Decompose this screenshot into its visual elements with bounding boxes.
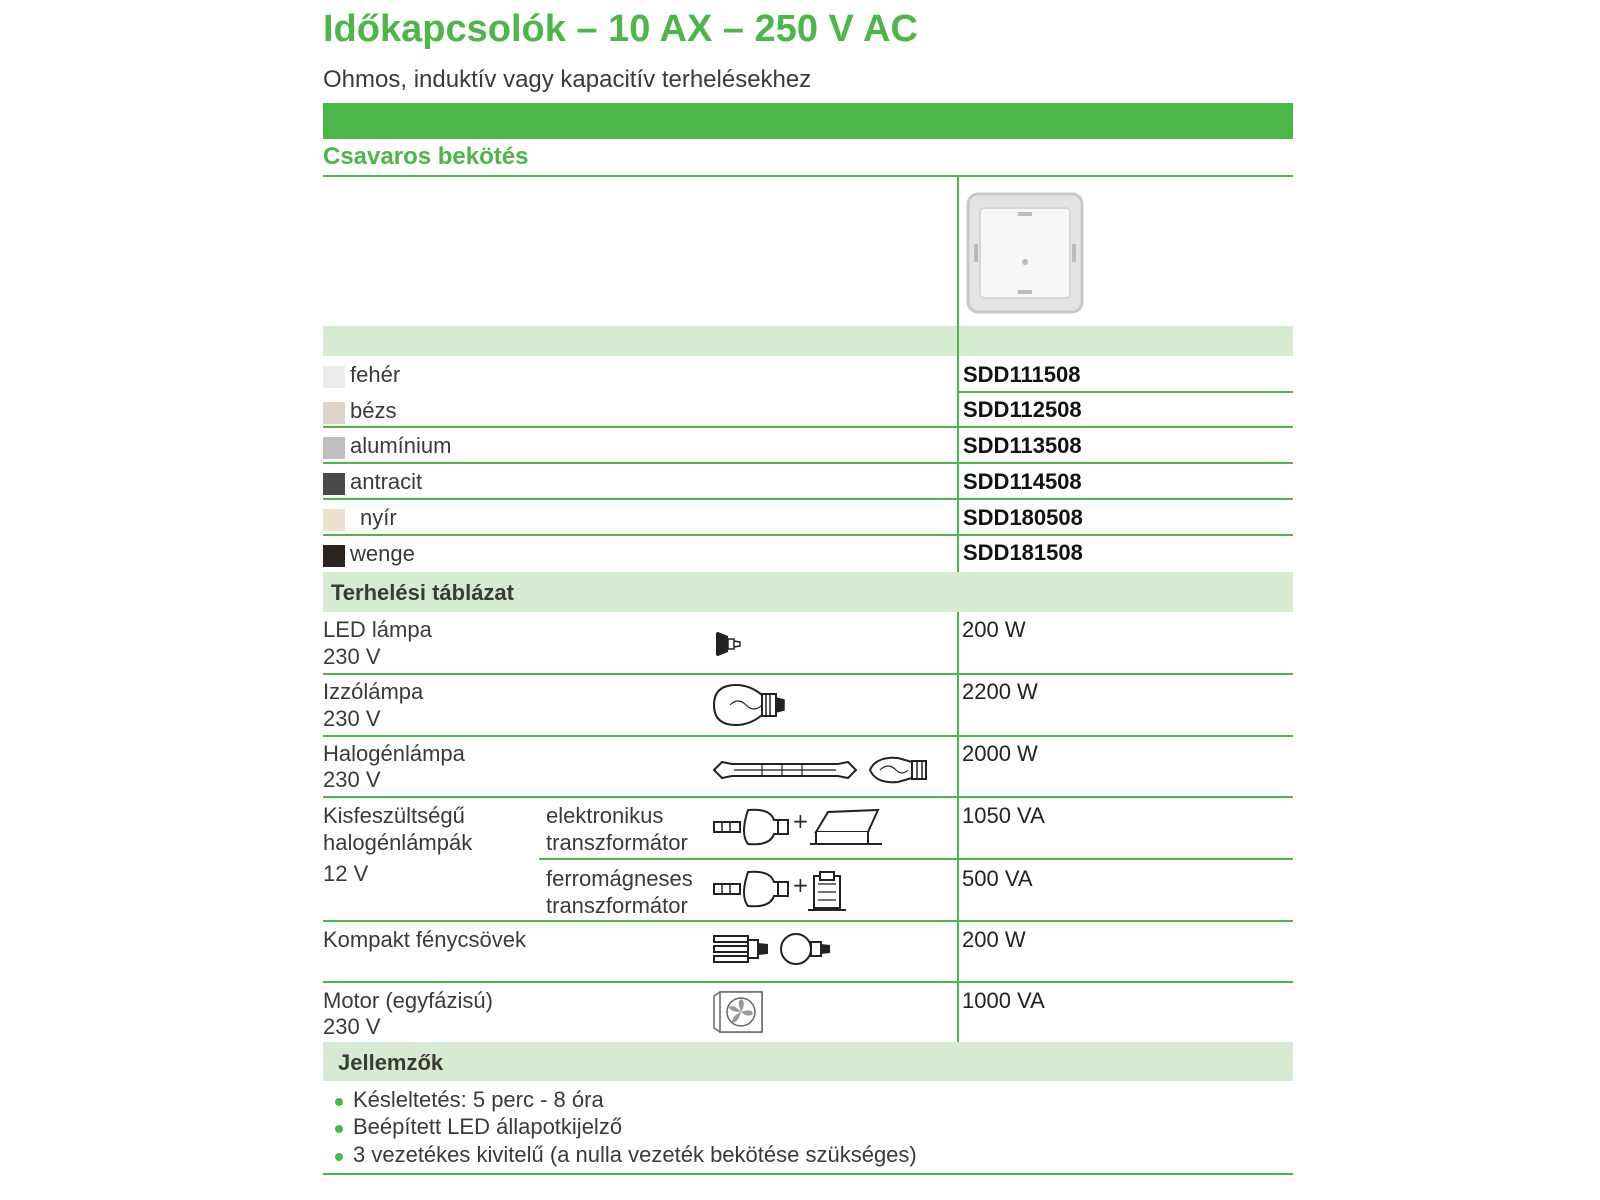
features-header-band: [323, 1042, 1293, 1081]
variant-color-name: wenge: [350, 541, 415, 566]
load-voltage: 230 V: [323, 1014, 381, 1039]
transformer-type-line2: transzformátor: [546, 830, 688, 855]
divider: [323, 673, 1293, 675]
divider: [323, 175, 1293, 177]
load-voltage: 230 V: [323, 767, 381, 792]
variant-code: SDD181508: [963, 540, 1083, 565]
divider: [958, 858, 1293, 860]
color-swatch: [323, 509, 345, 531]
load-name: Halogénlámpa: [323, 741, 465, 766]
electronic-transformer-icon: [712, 804, 882, 857]
load-value: 500 VA: [962, 866, 1033, 891]
load-name: Izzólámpa: [323, 679, 424, 704]
variant-code: SDD111508: [963, 362, 1081, 387]
divider: [323, 534, 1293, 536]
load-value: 200 W: [962, 927, 1026, 952]
variant-color-name: antracit: [350, 469, 423, 494]
ferromagnetic-transformer-icon: [712, 868, 852, 921]
variant-code: SDD113508: [963, 433, 1082, 458]
variant-color-name: nyír: [360, 505, 397, 530]
divider: [323, 981, 1293, 983]
variant-color-name: fehér: [350, 362, 401, 387]
divider: [323, 426, 1293, 428]
section-title: Csavaros bekötés: [323, 143, 529, 170]
color-swatch: [323, 545, 345, 567]
load-voltage: 230 V: [323, 644, 381, 669]
load-value: 200 W: [962, 617, 1026, 642]
variant-code: SDD114508: [963, 469, 1082, 494]
transformer-type-line1: ferromágneses: [546, 866, 693, 891]
color-swatch: [323, 437, 345, 459]
load-value: 2200 W: [962, 679, 1038, 704]
divider: [539, 858, 958, 860]
fan-motor-icon: [712, 990, 764, 1039]
divider: [958, 391, 1293, 393]
bullet-icon: [335, 1125, 343, 1133]
halogen-lamp-icon: [712, 752, 942, 793]
variants-header-band: [323, 326, 1293, 356]
load-voltage: 12 V: [323, 861, 369, 886]
variant-code: SDD180508: [963, 505, 1083, 530]
bullet-icon: [335, 1098, 343, 1106]
load-name: Kompakt fénycsövek: [323, 927, 526, 952]
color-swatch: [323, 402, 345, 424]
svg-text:+: +: [792, 809, 809, 833]
incandescent-bulb-icon: [712, 683, 788, 732]
divider: [323, 462, 1293, 464]
svg-text:+: +: [792, 873, 809, 897]
product-image: [966, 192, 1084, 319]
features-title: Jellemzők: [338, 1050, 444, 1075]
divider: [323, 1173, 1293, 1175]
bullet-icon: [335, 1153, 343, 1161]
transformer-type-line1: elektronikus: [546, 803, 664, 828]
feature-item: 3 vezetékes kivitelű (a nulla vezeték bekötése szükséges): [353, 1142, 917, 1167]
load-value: 1050 VA: [962, 803, 1045, 828]
led-bulb-icon: [714, 630, 746, 663]
color-swatch: [323, 473, 345, 495]
load-value: 2000 W: [962, 741, 1038, 766]
color-swatch: [323, 366, 345, 388]
load-table-title: Terhelési táblázat: [331, 580, 514, 605]
divider: [323, 735, 1293, 737]
divider: [323, 498, 1293, 500]
feature-item: Késleltetés: 5 perc - 8 óra: [353, 1087, 604, 1112]
variant-code: SDD112508: [963, 397, 1082, 422]
divider: [323, 920, 1293, 922]
load-voltage: 230 V: [323, 706, 381, 731]
load-name: Motor (egyfázisú): [323, 988, 493, 1013]
column-divider: [957, 177, 959, 326]
page-title: Időkapcsolók – 10 AX – 250 V AC: [323, 8, 918, 50]
divider: [323, 796, 1293, 798]
page-subtitle: Ohmos, induktív vagy kapacitív terhelésekhez: [323, 66, 812, 93]
column-divider: [957, 612, 959, 1042]
transformer-type-line2: transzformátor: [546, 893, 688, 918]
load-name-line2: halogénlámpák: [323, 830, 473, 855]
feature-item: Beépített LED állapotkijelző: [353, 1114, 623, 1139]
variant-color-name: alumínium: [350, 433, 452, 458]
variant-color-name: bézs: [350, 398, 397, 423]
load-name-line1: Kisfeszültségű: [323, 803, 465, 828]
compact-fluorescent-icon: [712, 932, 836, 971]
load-name: LED lámpa: [323, 617, 432, 642]
header-green-bar: [323, 103, 1293, 139]
load-value: 1000 VA: [962, 988, 1045, 1013]
